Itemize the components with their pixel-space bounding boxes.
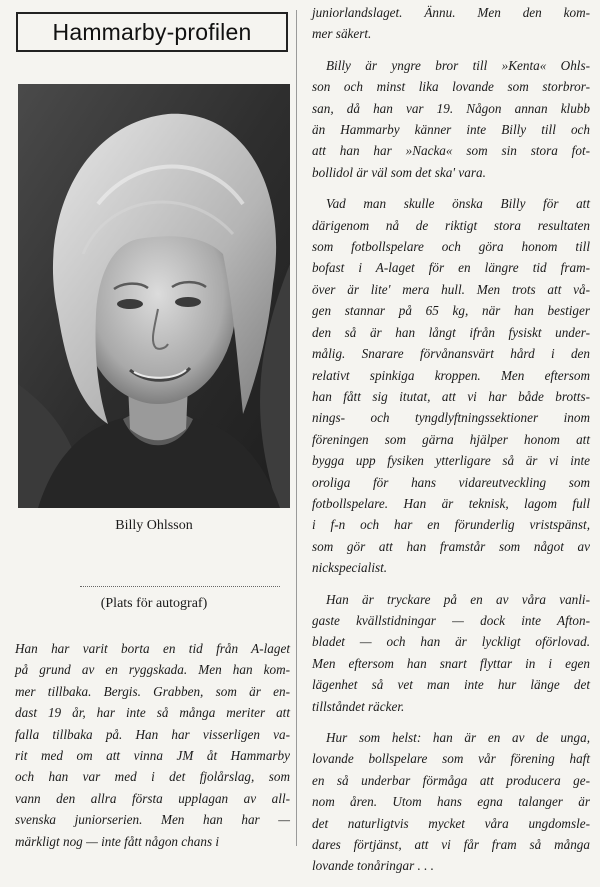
autograph-line [80,586,280,587]
text-line: fotbollspelare. Han är teknisk, lagom full [312,495,590,511]
left-column [15,638,290,852]
text-line: i f-n och har en förunderlig vristspänst, [312,517,590,533]
text-line: mer säkert. [312,26,372,42]
text-line: den så är han långt ifrån fysiskt under- [312,324,590,340]
right-eye [175,297,201,307]
article-paragraph [312,193,590,578]
text-line: föreningen som gärna hjälper honom att [312,431,590,447]
text-line: och han var med i det fjolårslag, som [15,769,290,785]
text-line: nings- och tyngdlyftningssektioner inom [312,410,590,426]
column-divider [296,10,297,846]
text-line: mer tillbaka. Bergis. Grabben, som är en- [15,683,290,699]
text-line: Han har varit borta en tid från A-laget [15,641,290,656]
text-line: han fått sig itutat, att vi har både brotts- [312,388,590,404]
text-line: bofast i A-laget för en längre tid fram- [312,260,590,276]
text-line: Han är tryckare på en av våra vanli- [326,591,590,607]
right-column [312,2,590,887]
text-line: vann den allra första upplagan av all- [15,790,290,806]
title-box [16,12,288,52]
text-line: dares förtjänst, att vi får fram så många [312,837,590,853]
text-line: bladet — och han är lyckligt oförlovad. [312,634,590,650]
left-eye [117,299,143,309]
article-paragraph [312,589,590,717]
article-paragraph [312,727,590,877]
text-line: på grund av en ryggskada. Men han kom- [15,662,290,678]
text-line: Hur som helst: han är en av de unga, [326,730,590,745]
text-line: som fotbollspelare och göra honom till [312,239,590,255]
text-line: att han har »Nacka« som sin stora fot- [312,143,590,159]
text-line: över är lite' mera hull. Men trots att vå- [312,281,590,297]
text-line: lägenhet så vet man inte hur länge det [312,677,590,693]
article-paragraph [312,2,590,45]
text-line: falla tillbaka på. Han har visserligen va- [15,726,290,742]
page-title: Hammarby-profilen [52,18,252,45]
text-line: bollidol är väl som det ska' vara. [312,164,486,180]
text-line: lovande tonåringar . . . [312,858,434,874]
text-line: juniorlandslaget. Ännu. Men den kom- [312,5,590,20]
text-line: lovande bollspelare som vår förening haft [312,751,590,767]
text-line: relativt spinkiga kroppen. Men eftersom [312,367,590,383]
text-line: Billy är yngre bror till »Kenta« Ohls- [326,57,590,73]
text-line: Men eftersom han snart flyttar in i egen [312,655,590,671]
text-line: än Hammarby känner inte Billy till och [312,122,590,138]
text-line: svenska juniorserien. Men han har — [15,812,290,828]
article-paragraph [312,55,590,183]
text-line: dast 19 år, har inte så många meriter att [15,705,290,721]
text-line: nom åren. Utom hans egna talanger är [312,794,590,810]
text-line: oroliga för hans vidareutveckling som [312,474,590,490]
text-line: det naturligtvis mycket våra ungdomsle- [312,815,590,831]
text-line: som gör att han framstår som något av [312,538,590,554]
text-line: son och minst lika lovande som storbror- [312,79,590,95]
photo-caption: Billy Ohlsson [115,518,193,533]
article-paragraph [15,638,290,852]
autograph-label: (Plats för autograf) [100,596,208,611]
text-line: en så underbar förmåga att producera ge- [312,772,590,788]
text-line: gaste kvällstidningar — dock inte Afton- [312,612,590,628]
text-line: märkligt nog — inte fått någon chans i [15,833,220,849]
text-line: målig. Snarare förvånansvärt hård i den [312,346,590,362]
text-line: Vad man skulle önska Billy för att [326,196,590,212]
portrait-photo [18,84,290,508]
text-line: nickspecialist. [312,560,388,576]
text-line: gen stannar på 65 kg, när han bestiger [312,303,590,319]
text-line: rit med om att vinna JM åt Hammarby [15,748,290,764]
text-line: därigenom nå de riktigt stora resultaten [312,217,590,233]
text-line: bygga upp fysiken ytterligare så är vi inte [312,453,590,469]
text-line: san, då han var 19. Någon annan klubb [312,100,590,116]
text-line: tillståndet räcker. [312,698,405,714]
